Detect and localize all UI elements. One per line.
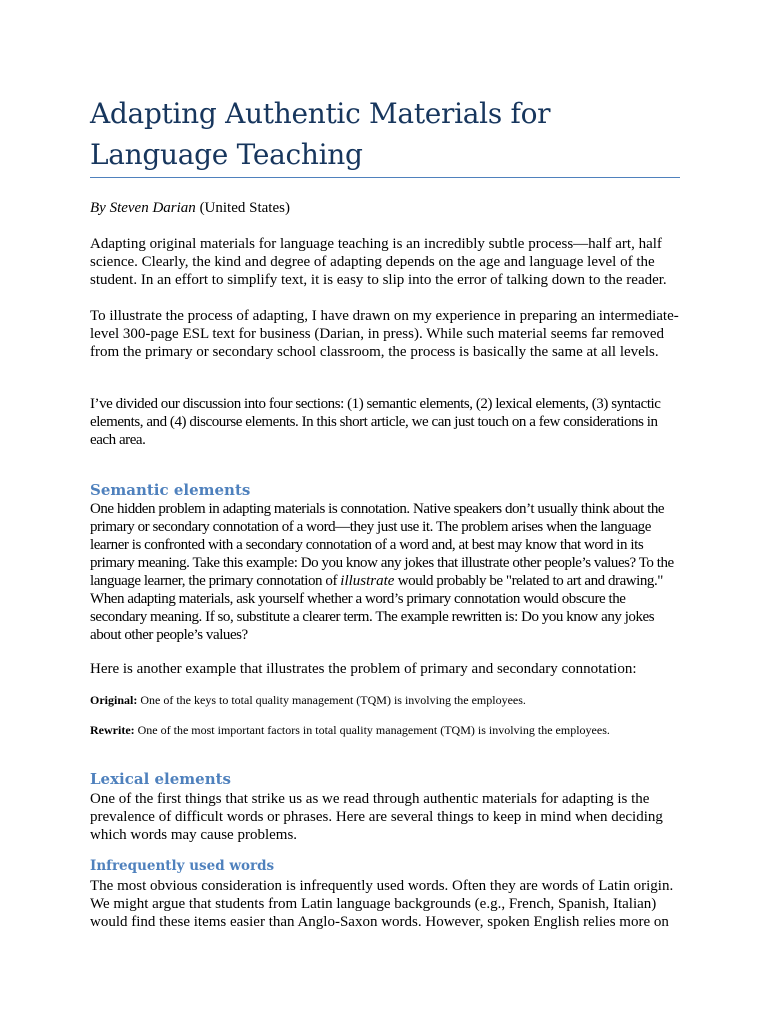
infrequent-words-paragraph: The most obvious consideration is infrequently used words. Often they are words of Latin origin. We might argue that students from Latin language backgrounds (e.g., French, Spanish, Italian) would find these items easier than Anglo-Saxon words. However, spoken English relies more on [90,878,674,930]
title-line-2: Language Teaching [90,138,363,171]
title-line-1: Adapting Authentic Materials for [90,97,551,130]
semantic-paragraph-1-part1: One hidden problem in adapting materials is connotation. Native speakers don’t usually think about the primary or secondary connotation of a word—they just use it. The problem arises when the language learner is confronted with a secondary connotation of a word and, at best may know that word in its primary meaning. Take this example: Do you know any jokes that illustrate other people’s values? To the language learner, the primary connotation of [90,501,674,589]
byline [90,199,680,217]
intro-paragraph-3-text: I’ve divided our discussion into four sections: (1) semantic elements, (2) lexical elements, (3) syntactic elements, and (4) discourse elements. In this short article, we can just touch on a few considerations in each area. [90,396,661,448]
intro-paragraph-1: Adapting original materials for language teaching is an incredibly subtle process—half art, half science. Clearly, the kind and degree of adapting depends on the age and language level of the student. In an effort to simplify text, it is easy to slip into the error of talking down to the reader. [90,236,667,288]
semantic-paragraph-1-italic: illustrate [340,573,395,589]
semantic-paragraph-1 [90,500,680,644]
original-text: One of the keys to total quality management (TQM) is involving the employees. [137,693,526,707]
intro-paragraph-3 [90,395,680,449]
byline-country: (United States) [195,200,290,216]
original-example [90,693,680,708]
title-divider [90,177,680,178]
heading-lexical-elements: Lexical elements [90,770,231,788]
intro-paragraph-2: To illustrate the process of adapting, I have drawn on my experience in preparing an intermediate-level 300-page ESL text for business (Darian, in press). While such material seems far removed from the primary or secondary school classroom, the process is basically the same at all levels. [90,308,679,360]
semantic-paragraph-2: Here is another example that illustrates the problem of primary and secondary connotation: [90,661,637,677]
rewrite-label: Rewrite: [90,723,135,737]
byline-prefix: By [90,200,110,216]
rewrite-example [90,723,680,738]
document-title [90,93,680,175]
original-label: Original: [90,693,138,707]
rewrite-text: One of the most important factors in total quality management (TQM) is involving the employees. [134,723,610,737]
lexical-paragraph: One of the first things that strike us as we read through authentic materials for adapting is the prevalence of difficult words or phrases. Here are several things to keep in mind when deciding which words may cause problems. [90,791,663,843]
heading-infrequently-used-words: Infrequently used words [90,858,275,874]
semantic-paragraph-1-part2: would probably be "related to art and drawing." When adapting materials, ask yourself whether a word’s primary connotation would obscure the secondary meaning. If so, substitute a clearer term. The example rewritten is: Do you know any jokes about other people’s values? [90,573,663,643]
byline-author: Steven Darian [109,200,196,216]
heading-semantic-elements: Semantic elements [90,481,251,499]
